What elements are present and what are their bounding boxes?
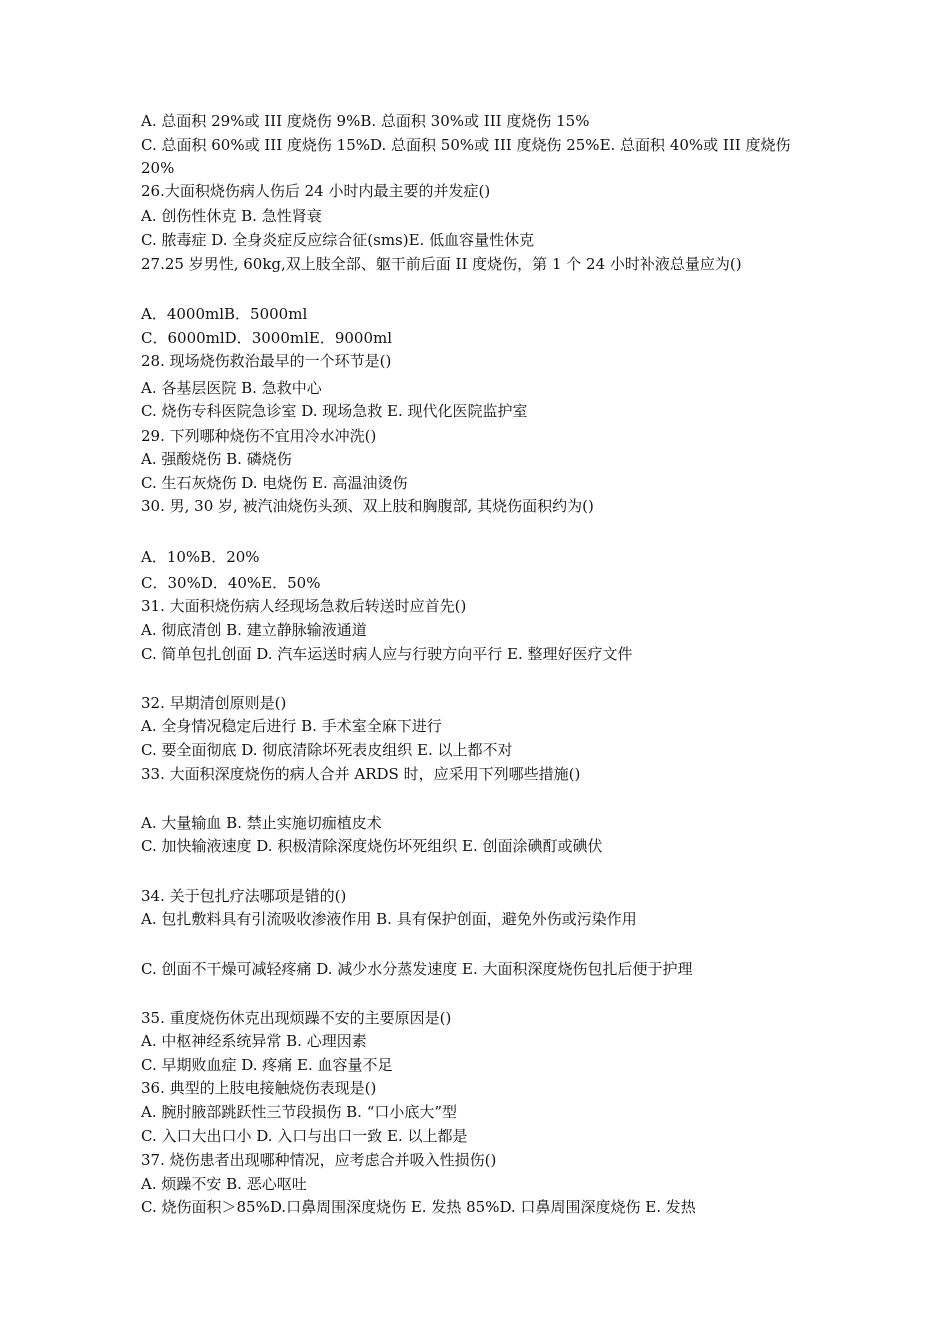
question-35: 35. 重度烧伤休克出现烦躁不安的主要原因是() bbox=[141, 1009, 452, 1027]
text-line: 20% bbox=[141, 159, 175, 177]
question-30: 30. 男, 30 岁, 被汽油烧伤头颈、双上肢和胸腹部, 其烧伤面积约为() bbox=[141, 497, 594, 515]
question-29: 29. 下列哪种烧伤不宜用冷水冲洗() bbox=[141, 427, 377, 445]
text-line: A. 强酸烧伤 B. 磷烧伤 bbox=[141, 450, 292, 468]
text-line: C. 加快输液速度 D. 积极清除深度烧伤坏死组织 E. 创面涂碘酊或碘伏 bbox=[141, 837, 603, 855]
question-31: 31. 大面积烧伤病人经现场急救后转送时应首先() bbox=[141, 597, 467, 615]
text-line: C. 简单包扎创面 D. 汽车运送时病人应与行驶方向平行 E. 整理好医疗文件 bbox=[141, 645, 633, 663]
text-line: C. 生石灰烧伤 D. 电烧伤 E. 高温油烫伤 bbox=[141, 474, 408, 492]
question-32: 32. 早期清创原则是() bbox=[141, 694, 287, 712]
text-line: A. 中枢神经系统异常 B. 心理因素 bbox=[141, 1032, 367, 1050]
text-line: A. 全身情况稳定后进行 B. 手术室全麻下进行 bbox=[141, 717, 442, 735]
question-33: 33. 大面积深度烧伤的病人合并 ARDS 时，应采用下列哪些措施() bbox=[141, 765, 581, 783]
question-37: 37. 烧伤患者出现哪种情况，应考虑合并吸入性损伤() bbox=[141, 1151, 497, 1169]
text-line: C. 烧伤专科医院急诊室 D. 现场急救 E. 现代化医院监护室 bbox=[141, 402, 528, 420]
text-line: C. 总面积 60%或 III 度烧伤 15%D. 总面积 50%或 III 度烧伤 25%E. 总面积 40%或 III 度烧伤 bbox=[141, 136, 791, 154]
question-34: 34. 关于包扎疗法哪项是错的() bbox=[141, 887, 347, 905]
text-line: C. 入口大出口小 D. 入口与出口一致 E. 以上都是 bbox=[141, 1127, 468, 1145]
question-28: 28. 现场烧伤救治最早的一个环节是() bbox=[141, 352, 392, 370]
question-26: 26.大面积烧伤病人伤后 24 小时内最主要的并发症() bbox=[141, 182, 491, 200]
text-line: C. 早期败血症 D. 疼痛 E. 血容量不足 bbox=[141, 1056, 393, 1074]
text-line: C．30%D．40%E．50% bbox=[141, 574, 321, 592]
text-line: A. 总面积 29%或 III 度烧伤 9%B. 总面积 30%或 III 度烧伤 15% bbox=[141, 112, 590, 130]
text-line: A．4000mlB．5000ml bbox=[141, 305, 308, 323]
text-line: C. 脓毒症 D. 全身炎症反应综合征(sms)E. 低血容量性休克 bbox=[141, 231, 535, 249]
text-line: A. 烦躁不安 B. 恶心呕吐 bbox=[141, 1175, 307, 1193]
text-line: A. 包扎敷料具有引流吸收渗液作用 B. 具有保护创面，避免外伤或污染作用 bbox=[141, 910, 637, 928]
text-line: C. 要全面彻底 D. 彻底清除坏死表皮组织 E. 以上都不对 bbox=[141, 741, 513, 759]
text-line: A. 创伤性休克 B. 急性肾衰 bbox=[141, 207, 322, 225]
text-line: A. 腕肘腋部跳跃性三节段损伤 B. “口小底大”型 bbox=[141, 1103, 458, 1121]
text-line: C. 创面不干燥可减轻疼痛 D. 减少水分蒸发速度 E. 大面积深度烧伤包扎后便于护理 bbox=[141, 960, 693, 978]
text-line: A. 大量输血 B. 禁止实施切痂植皮术 bbox=[141, 814, 382, 832]
question-27: 27.25 岁男性, 60kg,双上肢全部、躯干前后面 II 度烧伤，第 1 个 24 小时补液总量应为() bbox=[141, 255, 742, 273]
text-line: A．10%B．20% bbox=[141, 548, 260, 566]
question-36: 36. 典型的上肢电接触烧伤表现是() bbox=[141, 1079, 377, 1097]
text-line: A. 彻底清创 B. 建立静脉输液通道 bbox=[141, 621, 367, 639]
text-line: C. 烧伤面积＞85%D.口鼻周围深度烧伤 E. 发热 85%D. 口鼻周围深度烧伤 E. 发热 bbox=[141, 1198, 696, 1216]
text-line: C．6000mlD．3000mlE．9000ml bbox=[141, 329, 393, 347]
text-line: A. 各基层医院 B. 急救中心 bbox=[141, 379, 322, 397]
